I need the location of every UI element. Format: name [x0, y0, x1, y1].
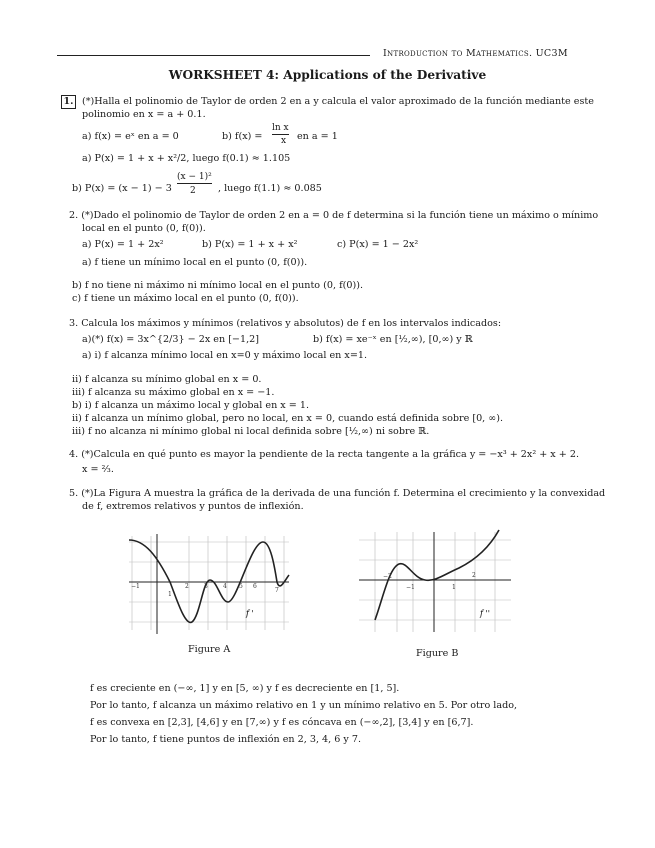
- problem-1-part-b-denominator: x: [281, 136, 287, 146]
- figure-a: [125, 530, 291, 638]
- figure-b-caption: Figure B: [416, 648, 459, 659]
- problem-2-answer-c: c) f tiene un máximo local en el punto (0, f(0)).: [72, 293, 299, 304]
- problem-2-answer-b: b) f no tiene ni máximo ni mínimo local en el punto (0, f(0)).: [72, 280, 364, 291]
- problem-3-result-1: a) i) f alcanza mínimo local en x=0 y máximo local en x=1.: [82, 350, 368, 361]
- figure-b-tick-1: 1: [452, 584, 456, 591]
- header-rule: [57, 55, 370, 56]
- problem-5-solution-1: f es creciente en (−∞, 1] y en [5, ∞) y f es decreciente en [1, 5].: [90, 683, 400, 694]
- course-header: Introduction to Mathematics. UC3M: [383, 48, 568, 59]
- problem-1-line-1: (*)Halla el polinomio de Taylor de orden 2 en a y calcula el valor aproximado de la función mediante este: [82, 96, 594, 107]
- problem-2-line-2: local en el punto (0, f(0)).: [82, 223, 206, 234]
- figure-a-tick-3: 3: [204, 583, 208, 590]
- problem-3-result-6: iii) f no alcanza ni mínimo global ni local definida sobre [½,∞) ni sobre ℝ.: [72, 426, 430, 437]
- figure-a-tick-neg1: −1: [131, 583, 140, 590]
- problem-4-line-1: 4. (*)Calcula en qué punto es mayor la pendiente de la recta tangente a la gráfica y = −x³ + 2x² + x + 2.: [69, 449, 580, 460]
- figure-a-grid: [129, 536, 289, 630]
- problem-4-answer: x = ⅔.: [82, 464, 114, 475]
- figure-b-second-derivative-curve: [375, 530, 499, 620]
- problem-1-line-2: polinomio en x = a + 0.1.: [82, 109, 206, 120]
- problem-3-result-2: ii) f alcanza su mínimo global en x = 0.: [72, 374, 262, 385]
- problem-1-part-b-prefix: b) f(x) =: [222, 131, 263, 142]
- page-title: WORKSHEET 4: Applications of the Derivative: [168, 68, 487, 82]
- problem-3-result-5: ii) f alcanza un mínimo global, pero no local, en x = 0, cuando está definida sobre [0, ∞).: [72, 413, 504, 424]
- figure-a-tick-7: 7: [275, 587, 279, 594]
- figure-b-tick-neg1: −1: [406, 584, 415, 591]
- problem-5-line-2: de f, extremos relativos y puntos de inflexión.: [82, 501, 304, 512]
- problem-1-answer-b-suffix: , luego f(1.1) ≈ 0.085: [218, 183, 322, 194]
- figure-a-tick-5: 5: [239, 583, 243, 590]
- problem-1-answer-a: a) P(x) = 1 + x + x²/2, luego f(0.1) ≈ 1.105: [82, 153, 291, 164]
- problem-3-result-4: b) i) f alcanza un máximo local y global en x = 1.: [72, 400, 310, 411]
- figure-a-tick-1: 1: [168, 591, 172, 598]
- problem-2-part-c: c) P(x) = 1 − 2x²: [337, 239, 419, 250]
- problem-3-line-1: 3. Calcula los máximos y mínimos (relativos y absolutos) de f en los intervalos indicados:: [69, 318, 502, 329]
- figure-b-label: f '': [480, 609, 490, 618]
- problem-1-answer-b-prefix: b) P(x) = (x − 1) − 3: [72, 183, 172, 194]
- problem-5-line-1: 5. (*)La Figura A muestra la gráfica de la derivada de una función f. Determina el crecimiento y la convexidad: [69, 488, 606, 499]
- problem-1-part-a: a) f(x) = eˣ en a = 0: [82, 131, 179, 142]
- figure-b: [355, 528, 515, 636]
- problem-2-line-1: 2. (*)Dado el polinomio de Taylor de orden 2 en a = 0 de f determina si la función tiene un máximo o mínimo: [69, 210, 599, 221]
- problem-5-solution-3: f es convexa en [2,3], [4,6] y en [7,∞) y f es cóncava en (−∞,2], [3,4] y en [6,7].: [90, 717, 474, 728]
- problem-3-part-a: a)(*) f(x) = 3x^{2/3} − 2x en [−1,2]: [82, 334, 259, 345]
- problem-5-solution-4: Por lo tanto, f tiene puntos de inflexión en 2, 3, 4, 6 y 7.: [90, 734, 362, 745]
- figure-a-tick-4: 4: [223, 583, 227, 590]
- figure-b-tick-2: 2: [472, 572, 476, 579]
- figure-a-caption: Figure A: [188, 644, 231, 655]
- problem-1-answer-b-denominator: 2: [190, 186, 196, 196]
- figure-b-tick-neg2: −2: [383, 573, 392, 580]
- problem-3-part-b: b) f(x) = xe⁻ˣ en [½,∞), [0,∞) y ℝ: [313, 334, 473, 345]
- problem-1-answer-b-numerator: (x − 1)²: [177, 172, 212, 182]
- problem-3-result-3: iii) f alcanza su máximo global en x = −1.: [72, 387, 275, 398]
- problem-2-part-b: b) P(x) = 1 + x + x²: [202, 239, 298, 250]
- figure-a-tick-2: 2: [185, 583, 189, 590]
- problem-5-solution-2: Por lo tanto, f alcanza un máximo relativo en 1 y un mínimo relativo en 5. Por otro lado,: [90, 700, 518, 711]
- problem-2-answer-a: a) f tiene un mínimo local en el punto (0, f(0)).: [82, 257, 308, 268]
- problem-1-part-b-suffix: en a = 1: [297, 131, 338, 142]
- figure-a-tick-6: 6: [253, 583, 257, 590]
- problem-1-part-b-numerator: ln x: [272, 123, 289, 133]
- figure-a-label: f ': [246, 609, 254, 618]
- problem-1-number: 1.: [61, 95, 76, 109]
- problem-2-part-a: a) P(x) = 1 + 2x²: [82, 239, 164, 250]
